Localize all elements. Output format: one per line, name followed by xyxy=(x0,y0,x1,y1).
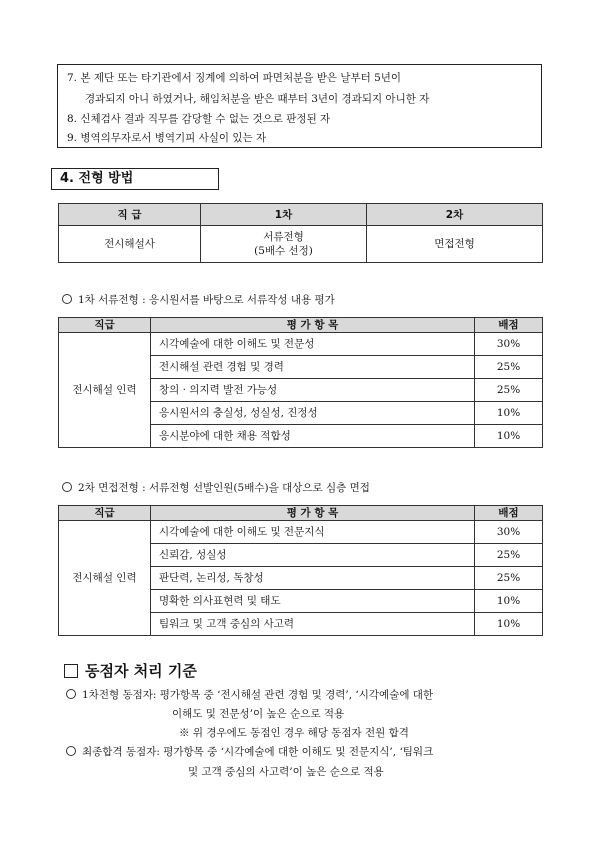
eval1-caption xyxy=(62,293,335,307)
cell-score: 25% xyxy=(475,567,543,590)
cell-position: 전시해설사 xyxy=(59,226,201,263)
table-header-row xyxy=(59,318,543,333)
eval2-caption-text: 2차 면접전형 : 서류전형 선발인원(5배수)을 대상으로 심층 면접 xyxy=(78,482,370,494)
disqualification-item-9: 9. 병역의무자로서 병역기피 사실이 있는 자 xyxy=(67,132,267,144)
cell-score: 25% xyxy=(475,379,543,402)
header-position: 직 급 xyxy=(59,204,201,226)
cell-criteria: 팀워크 및 고객 중심의 사고력 xyxy=(151,613,475,636)
disqualification-item-7: 7. 본 제단 또는 타기관에서 징계에 의하여 파면처분을 받은 날부터 5년이 xyxy=(67,72,402,84)
cell-score: 30% xyxy=(475,333,543,356)
disqualification-box xyxy=(57,64,542,148)
header-stage1: 1차 xyxy=(201,204,367,226)
tie-rule-2-line1 xyxy=(66,745,433,759)
interview-table xyxy=(58,505,543,636)
square-checkbox-icon xyxy=(64,664,78,678)
cell-position: 전시해설 인력 xyxy=(59,333,151,448)
cell-score: 10% xyxy=(475,613,543,636)
stage1-line2: (5배수 선정) xyxy=(254,245,313,257)
cell-score: 25% xyxy=(475,356,543,379)
table-header-row xyxy=(59,506,543,521)
cell-position: 전시해설 인력 xyxy=(59,521,151,636)
cell-score: 25% xyxy=(475,544,543,567)
tie-rule-1-line1 xyxy=(66,688,433,702)
tie-rule-2-line2: 및 고객 중심의 사고력’이 높은 순으로 적용 xyxy=(188,766,384,778)
table-row xyxy=(59,333,543,356)
tie-rule-1-note: ※ 위 경우에도 동점인 경우 해당 동점자 전원 합격 xyxy=(179,727,409,739)
cell-criteria: 응시분야에 대한 채용 적합성 xyxy=(151,425,475,448)
circle-bullet-icon xyxy=(66,746,76,756)
cell-criteria: 시각예술에 대한 이해도 및 전문지식 xyxy=(151,521,475,544)
cell-criteria: 명확한 의사표현력 및 태도 xyxy=(151,590,475,613)
cell-criteria: 신뢰감, 성실성 xyxy=(151,544,475,567)
cell-stage2: 면접전형 xyxy=(367,226,543,263)
tie-rule-1-text: 1차전형 동점자: 평가항목 중 ‘전시해설 관련 경험 및 경력’, ‘시각예술에 대한 xyxy=(82,689,434,701)
tie-rule-1-line2: 이해도 및 전문성’이 높은 순으로 적용 xyxy=(172,708,345,720)
stage1-line1: 서류전형 xyxy=(263,231,304,243)
cell-criteria: 전시해설 관련 경험 및 경력 xyxy=(151,356,475,379)
selection-stage-table xyxy=(58,203,543,263)
tie-rule-2-text: 최종합격 동점자: 평가항목 중 ‘시각예술에 대한 이해도 및 전문지식’, ‘팀워크 xyxy=(82,746,434,758)
cell-score: 30% xyxy=(475,521,543,544)
header-stage2: 2차 xyxy=(367,204,543,226)
header-score: 배점 xyxy=(475,506,543,521)
circle-bullet-icon xyxy=(66,689,76,699)
tie-rules-heading xyxy=(64,661,197,681)
header-criteria: 평 가 항 목 xyxy=(151,318,475,333)
table-row xyxy=(59,226,543,263)
cell-criteria: 판단력, 논리성, 독창성 xyxy=(151,567,475,590)
table-header-row xyxy=(59,204,543,226)
header-position: 직급 xyxy=(59,318,151,333)
cell-criteria: 창의 · 의지력 발전 가능성 xyxy=(151,379,475,402)
eval2-caption xyxy=(62,481,370,495)
cell-score: 10% xyxy=(475,402,543,425)
header-score: 배점 xyxy=(475,318,543,333)
cell-score: 10% xyxy=(475,590,543,613)
cell-criteria: 응시원서의 충실성, 성실성, 진정성 xyxy=(151,402,475,425)
disqualification-item-8: 8. 신체검사 결과 직무를 감당할 수 없는 것으로 판정된 자 xyxy=(67,113,331,125)
cell-score: 10% xyxy=(475,425,543,448)
table-row xyxy=(59,521,543,544)
disqualification-item-7-cont: 경과되지 아니 하였거나, 해임처분을 받은 때부터 3년이 경과되지 아니한 자 xyxy=(85,93,430,105)
tie-rules-heading-text: 동점자 처리 기준 xyxy=(85,662,197,680)
eval1-caption-text: 1차 서류전형 : 응시원서를 바탕으로 서류작성 내용 평가 xyxy=(78,294,335,306)
cell-criteria: 시각예술에 대한 이해도 및 전문성 xyxy=(151,333,475,356)
header-position: 직급 xyxy=(59,506,151,521)
circle-bullet-icon xyxy=(62,482,72,492)
cell-stage1 xyxy=(201,226,367,263)
circle-bullet-icon xyxy=(62,294,72,304)
section-heading: 4. 전형 방법 xyxy=(51,168,219,190)
document-review-table xyxy=(58,317,543,448)
header-criteria: 평 가 항 목 xyxy=(151,506,475,521)
